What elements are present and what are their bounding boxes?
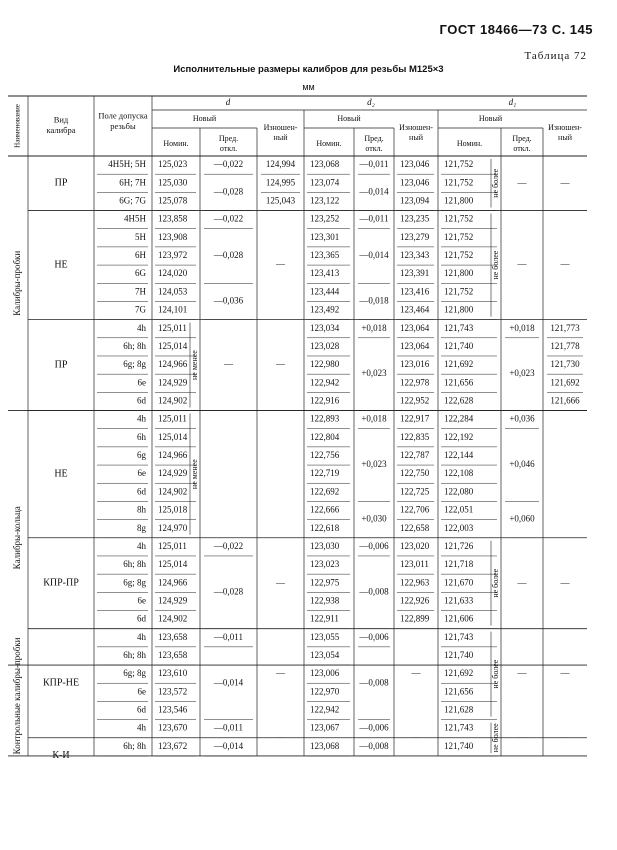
d1-nominal: 121,740 [444, 740, 474, 751]
d2-nominal: 123,074 [310, 177, 340, 188]
d-nominal: 124,966 [158, 359, 188, 370]
tolerance-field: 4H5H [124, 213, 146, 224]
d2-worn: 122,750 [400, 468, 430, 479]
d-nominal: 123,972 [158, 250, 188, 261]
d-deviation: —0,028 [213, 250, 244, 261]
d2-worn: 123,016 [400, 359, 430, 370]
d2-nominal: 122,719 [310, 468, 340, 479]
d2-worn: 122,926 [400, 595, 430, 606]
d1-nominal: 121,800 [444, 195, 474, 206]
d2-nominal: 123,006 [310, 668, 340, 679]
d1-nominal: 121,752 [444, 177, 474, 188]
d1-worn: — [560, 668, 570, 679]
d-deviation: — [224, 359, 233, 370]
note-not-more: не более [490, 168, 500, 198]
col-header-d: d [225, 97, 231, 108]
d1-nominal: 121,606 [444, 613, 474, 624]
note-not-more: не более [490, 568, 500, 598]
d2-worn: — [411, 668, 421, 679]
tolerance-field: 6G; 7G [119, 195, 146, 206]
d-deviation: —0,028 [213, 586, 244, 597]
group-label: Калибры-пробки [12, 250, 23, 316]
d1-worn: — [560, 177, 570, 188]
col-header-kind: калибра [46, 125, 76, 136]
d1-nominal: 121,752 [444, 231, 474, 242]
d1-deviation: — [517, 731, 527, 742]
d-nominal: 123,670 [158, 722, 188, 733]
d-nominal: 125,014 [158, 431, 188, 442]
group-label: Контрольные калибры-пробки [12, 637, 23, 755]
d1-nominal: 121,656 [444, 377, 474, 388]
calibre-kind-label: НЕ [54, 259, 68, 271]
d1-dev-header: Пред. [512, 133, 532, 143]
d1-nominal: 121,692 [444, 359, 474, 370]
d1-nominal: 121,740 [444, 340, 474, 351]
d-deviation: —0,028 [213, 186, 244, 197]
d2-nominal: 123,252 [310, 213, 340, 224]
note-not-more: не более [490, 723, 500, 753]
d2-worn: 122,835 [400, 431, 430, 442]
d2-deviation: +0,023 [361, 459, 387, 470]
d1-nominal: 122,051 [444, 504, 474, 515]
d2-worn: 122,952 [400, 395, 430, 406]
d1-nominal: 122,080 [444, 486, 474, 497]
d2-nominal: 123,028 [310, 340, 340, 351]
tolerance-field: 5H [135, 231, 146, 242]
tolerance-field: 6h; 8h [123, 559, 146, 570]
d-deviation: —0,022 [213, 159, 244, 170]
d-deviation: —0,014 [213, 740, 244, 751]
d2-nominal: 122,975 [310, 577, 340, 588]
col-header-kind: Вид [53, 114, 69, 125]
d-worn: 124,994 [265, 159, 296, 170]
col-header-d2: d₂ [367, 97, 375, 108]
note-not-less: не менее [189, 350, 199, 380]
d1-worn: — [560, 731, 570, 742]
d-nominal: 123,672 [158, 740, 188, 751]
tolerance-field: 6G [135, 268, 146, 279]
d2-worn: 122,899 [400, 613, 430, 624]
calibre-kind-label: К-И [52, 750, 70, 762]
d1-worn: 121,730 [550, 359, 580, 370]
d2-worn: 122,787 [400, 450, 430, 461]
d2-worn: 122,963 [400, 577, 430, 588]
d1-nominal: 121,752 [444, 213, 474, 224]
d-worn: 125,043 [265, 195, 296, 206]
d1-deviation: +0,023 [509, 368, 535, 379]
d1-deviation: +0,018 [509, 322, 535, 333]
d1-nominal: 121,800 [444, 268, 474, 279]
tolerance-field: 6d [137, 704, 146, 715]
d2-worn: 123,235 [400, 213, 430, 224]
calibre-kind-label: ПР [54, 359, 68, 371]
page-header: ГОСТ 18466—73 С. 145 [439, 22, 593, 37]
d1-nominal: 121,752 [444, 286, 474, 297]
tolerance-field: 6h; 8h [123, 340, 146, 351]
d2-nom-header: Номин. [316, 138, 342, 148]
d-worn: — [276, 359, 285, 370]
d-nominal: 124,101 [158, 304, 188, 315]
d1-deviation: +0,036 [509, 413, 535, 424]
d-nominal: 124,902 [158, 395, 188, 406]
col-header-field: резьбы [110, 121, 136, 132]
d-nominal: 125,078 [158, 195, 188, 206]
d2-worn: 122,706 [400, 504, 430, 515]
d2-deviation: —0,008 [359, 586, 389, 597]
d2-deviation: —0,008 [359, 677, 389, 688]
d1-worn: — [560, 259, 570, 270]
d-nominal: 125,023 [158, 159, 188, 170]
d-nominal: 124,966 [158, 450, 188, 461]
d1-worn: 121,666 [550, 395, 580, 406]
d2-deviation: —0,006 [359, 540, 389, 551]
tolerance-field: 6h; 8h [123, 740, 146, 751]
tolerance-field: 6e [137, 686, 146, 697]
d-worn: — [276, 259, 285, 270]
tolerance-field: 8h [137, 504, 146, 515]
tolerance-field: 6d [137, 613, 146, 624]
d2-deviation: —0,008 [359, 740, 389, 751]
d-nominal: 123,658 [158, 631, 188, 642]
note-not-more: не более [490, 659, 500, 689]
d1-nominal: 121,718 [444, 559, 474, 570]
d2-worn: 123,046 [400, 177, 430, 188]
tolerance-field: 8g [137, 522, 146, 533]
d1-nominal: 121,752 [444, 159, 474, 170]
d1-deviation: +0,046 [509, 459, 535, 470]
d-nominal: 124,929 [158, 377, 188, 388]
d2-worn: 123,343 [400, 250, 430, 261]
d2-worn: 122,725 [400, 486, 430, 497]
d2-worn: 122,658 [400, 522, 430, 533]
d1-worn-header: ный [558, 132, 572, 142]
calibre-kind-label: ПР [54, 177, 68, 189]
d1-worn: — [560, 577, 570, 588]
tolerance-field: 6H [135, 250, 146, 261]
d2-worn: 123,094 [400, 195, 430, 206]
tolerance-field: 4h [137, 540, 146, 551]
d-nominal: 124,970 [158, 522, 188, 533]
d2-deviation: —0,014 [359, 250, 389, 261]
table-title: Исполнительные размеры калибров для резьбы М125×3 [173, 64, 444, 75]
d1-nominal: 121,670 [444, 577, 474, 588]
calibre-kind-label: КПР-ПР [43, 577, 79, 589]
d-dev-header: откл. [219, 143, 238, 153]
d1-nominal: 122,628 [444, 395, 474, 406]
d1-worn: 121,778 [550, 340, 580, 351]
d2-deviation: —0,006 [359, 631, 389, 642]
d1-nominal: 122,108 [444, 468, 474, 479]
d-deviation: —0,036 [213, 295, 244, 306]
d-nominal: 123,546 [158, 704, 188, 715]
d2-nominal: 122,916 [310, 395, 340, 406]
d-nominal: 125,011 [158, 540, 187, 551]
d1-new-header: Новый [478, 113, 503, 123]
d2-dev-header: откл. [365, 143, 383, 153]
tolerance-field: 6e [137, 595, 146, 606]
d1-nominal: 121,628 [444, 704, 474, 715]
d2-worn: 123,416 [400, 286, 430, 297]
d-nominal: 125,014 [158, 340, 188, 351]
tolerance-field: 6g [137, 450, 146, 461]
d2-nominal: 122,938 [310, 595, 340, 606]
tolerance-field: 6d [137, 486, 146, 497]
d2-nominal: 123,444 [310, 286, 340, 297]
d-nominal: 123,610 [158, 668, 188, 679]
d-nominal: 123,572 [158, 686, 188, 697]
d2-worn: — [411, 731, 421, 742]
d2-nominal: 123,055 [310, 631, 340, 642]
tolerance-field: 7H [135, 286, 146, 297]
d-nominal: 125,030 [158, 177, 188, 188]
tolerance-field: 6h; 8h [123, 650, 146, 661]
d-nom-header: Номин. [163, 138, 189, 148]
d1-nominal: 122,192 [444, 431, 474, 442]
d-nominal: 125,011 [158, 322, 187, 333]
d1-nominal: 121,692 [444, 668, 474, 679]
d-deviation: —0,022 [213, 540, 244, 551]
unit-label: мм [302, 82, 315, 92]
d-deviation: —0,022 [213, 213, 244, 224]
col-header-name: Наименование [13, 104, 22, 148]
d2-nominal: 123,034 [310, 322, 340, 333]
d2-nominal: 123,067 [310, 722, 340, 733]
d2-deviation: +0,023 [361, 368, 387, 379]
d-new-header: Новый [192, 113, 217, 123]
d-nominal: 123,858 [158, 213, 188, 224]
d-deviation: —0,011 [214, 631, 243, 642]
d-worn-header: Изношен- [263, 122, 298, 132]
d2-worn: 123,046 [400, 159, 430, 170]
d1-nominal: 121,656 [444, 686, 474, 697]
d1-deviation: — [517, 177, 527, 188]
d2-nominal: 122,804 [310, 431, 340, 442]
d2-worn: 123,391 [400, 268, 430, 279]
d1-deviation: — [517, 668, 527, 679]
tolerance-field: 6g; 8g [123, 668, 146, 679]
d2-deviation: —0,011 [359, 159, 389, 170]
d-nominal: 124,966 [158, 577, 188, 588]
d2-nominal: 123,030 [310, 540, 340, 551]
d1-deviation: — [517, 259, 527, 270]
d1-nominal: 121,740 [444, 650, 474, 661]
d1-nom-header: Номин. [456, 138, 483, 148]
d2-nominal: 123,068 [310, 740, 340, 751]
tolerance-field: 4h [137, 413, 146, 424]
calibre-kind-label: НЕ [54, 468, 68, 480]
note-not-more: не более [490, 250, 500, 280]
d1-nominal: 121,726 [444, 540, 474, 551]
d-nominal: 124,929 [158, 468, 188, 479]
d1-deviation: +0,060 [509, 513, 535, 524]
d-worn: — [276, 668, 285, 679]
d1-nominal: 121,743 [444, 631, 474, 642]
d-nominal: 124,902 [158, 613, 188, 624]
d1-worn-header: Изношен- [548, 122, 582, 132]
tolerance-field: 7G [135, 304, 146, 315]
d2-dev-header: Пред. [364, 133, 384, 143]
tolerance-field: 6g; 8g [123, 359, 146, 370]
d2-nominal: 123,068 [310, 159, 340, 170]
d1-nominal: 122,144 [444, 450, 474, 461]
d2-nominal: 123,023 [310, 559, 340, 570]
d-dev-header: Пред. [218, 133, 239, 143]
d2-deviation: +0,030 [361, 513, 387, 524]
d-nominal: 123,658 [158, 650, 188, 661]
d-worn: 124,995 [265, 177, 296, 188]
d1-worn: 121,773 [550, 322, 580, 333]
d2-nominal: 122,692 [310, 486, 340, 497]
tolerance-field: 6g; 8g [123, 577, 146, 588]
tolerance-field: 4h [137, 631, 146, 642]
note-not-less: не менее [189, 459, 199, 490]
d1-nominal: 122,003 [444, 522, 474, 533]
group-label: Калибры-кольца [12, 506, 23, 570]
d2-nominal: 122,893 [310, 413, 340, 424]
d2-worn: 123,464 [400, 304, 430, 315]
d2-nominal: 123,054 [310, 650, 340, 661]
d2-worn: 123,064 [400, 322, 430, 333]
d2-deviation: —0,018 [359, 295, 389, 306]
d-worn-header: ный [273, 132, 288, 142]
d2-nominal: 122,970 [310, 686, 340, 697]
d2-worn: 122,917 [400, 413, 430, 424]
tolerance-field: 4H5H; 5H [108, 159, 146, 170]
d2-worn: 123,020 [400, 540, 430, 551]
d2-deviation: —0,014 [359, 186, 389, 197]
d2-deviation: +0,018 [361, 322, 387, 333]
table-number: Таблица 72 [524, 50, 587, 62]
col-header-d1: d₁ [508, 97, 517, 108]
d2-deviation: —0,011 [359, 213, 389, 224]
d-nominal: 123,908 [158, 231, 188, 242]
d2-nominal: 122,756 [310, 450, 340, 461]
d-worn: — [276, 577, 285, 588]
d2-worn: 123,279 [400, 231, 430, 242]
d2-worn-header: Изношен- [399, 122, 433, 132]
d2-nominal: 122,980 [310, 359, 340, 370]
tolerance-field: 6d [137, 395, 146, 406]
d2-worn: 123,011 [400, 559, 429, 570]
d1-nominal: 121,800 [444, 304, 474, 315]
tolerance-field: 6e [137, 468, 146, 479]
d-nominal: 124,053 [158, 286, 188, 297]
d-nominal: 124,929 [158, 595, 188, 606]
d1-nominal: 121,633 [444, 595, 474, 606]
d2-worn: 123,064 [400, 340, 430, 351]
d2-nominal: 123,413 [310, 268, 340, 279]
d2-nominal: 123,301 [310, 231, 340, 242]
d2-worn: 122,978 [400, 377, 430, 388]
d2-nominal: 123,365 [310, 250, 340, 261]
d-worn: — [276, 731, 285, 742]
d-nominal: 124,020 [158, 268, 188, 279]
tolerance-field: 4h [137, 722, 146, 733]
d1-nominal: 121,743 [444, 722, 474, 733]
d-nominal: 125,018 [158, 504, 188, 515]
d2-worn-header: ный [409, 132, 423, 142]
calibre-kind-label: КПР-НЕ [42, 677, 80, 689]
d2-nominal: 122,942 [310, 704, 340, 715]
col-header-field: Поле допуска [98, 110, 148, 121]
d1-deviation: — [517, 577, 527, 588]
d-nominal: 125,011 [158, 413, 187, 424]
d2-nominal: 122,666 [310, 504, 340, 515]
d1-nominal: 122,284 [444, 413, 474, 424]
d2-nominal: 123,122 [310, 195, 340, 206]
d2-nominal: 123,492 [310, 304, 340, 315]
d-deviation: —0,011 [214, 722, 243, 733]
tolerance-field: 6H; 7H [119, 177, 146, 188]
d-nominal: 124,902 [158, 486, 188, 497]
d2-nominal: 122,618 [310, 522, 340, 533]
d-deviation: —0,014 [213, 677, 244, 688]
d1-nominal: 121,752 [444, 250, 474, 261]
d2-deviation: —0,006 [359, 722, 389, 733]
tolerance-field: 6h [137, 431, 146, 442]
d2-new-header: Новый [337, 113, 361, 123]
tolerance-field: 6e [137, 377, 146, 388]
tolerance-field: 4h [137, 322, 146, 333]
d1-nominal: 121,743 [444, 322, 474, 333]
d1-dev-header: откл. [513, 143, 531, 153]
d2-deviation: +0,018 [361, 413, 387, 424]
d1-worn: 121,692 [550, 377, 580, 388]
d2-nominal: 122,942 [310, 377, 340, 388]
d2-nominal: 122,911 [310, 613, 339, 624]
d-nominal: 125,014 [158, 559, 188, 570]
